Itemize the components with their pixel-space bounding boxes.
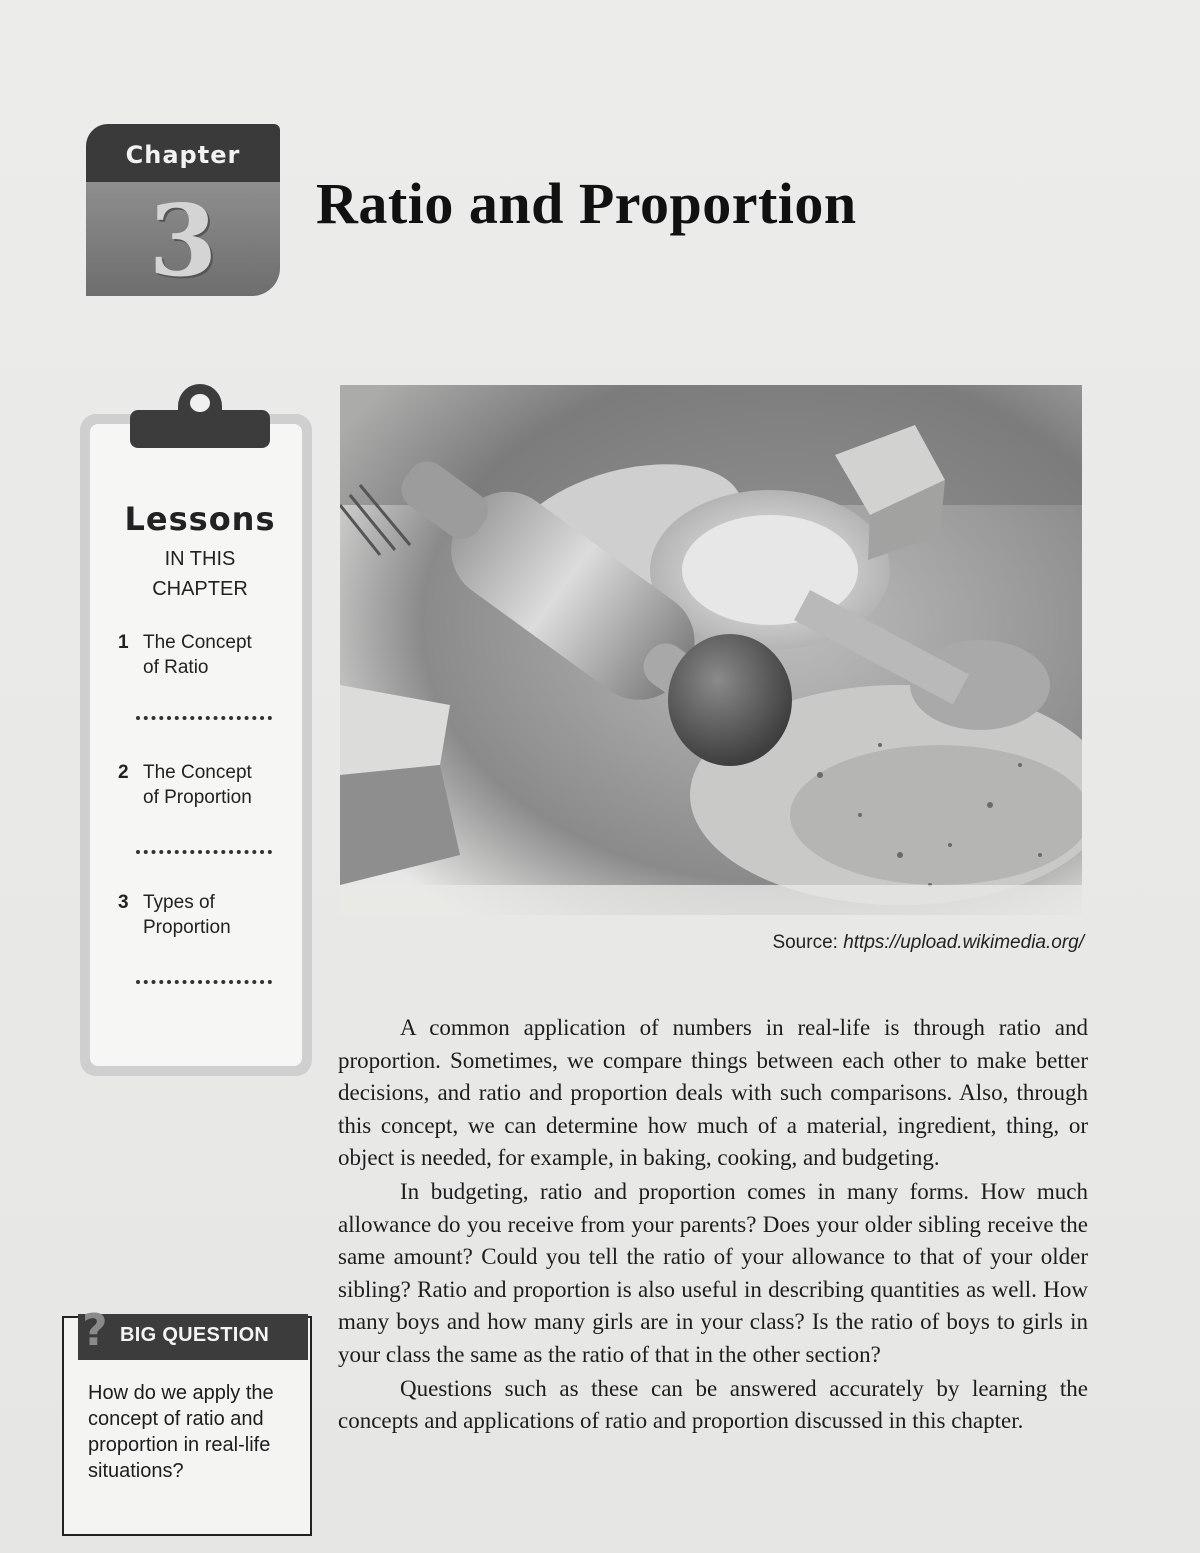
lessons-heading: Lessons bbox=[124, 500, 276, 538]
lesson-divider bbox=[136, 980, 272, 988]
chapter-number: 3 bbox=[148, 184, 218, 299]
big-question-text: How do we apply the concept of ratio and proportion in real-life situations? bbox=[88, 1382, 274, 1482]
lesson-title bbox=[143, 760, 293, 810]
chapter-title: Ratio and Proportion bbox=[316, 171, 857, 236]
lesson-title-line1: The Concept bbox=[143, 632, 252, 653]
baking-photo bbox=[340, 385, 1082, 915]
image-source-url: https://upload.wikimedia.org/ bbox=[843, 932, 1084, 953]
clipboard-clip-icon bbox=[130, 384, 270, 448]
lesson-number: 1 bbox=[118, 632, 129, 653]
question-mark-icon: ? bbox=[82, 1305, 108, 1356]
lesson-title-line1: The Concept bbox=[143, 762, 252, 783]
lesson-title-line1: Types of bbox=[143, 892, 215, 913]
lesson-number: 2 bbox=[118, 762, 129, 783]
chapter-tab bbox=[86, 124, 280, 299]
lesson-title-line2: of Proportion bbox=[143, 787, 252, 808]
lesson-number: 3 bbox=[118, 892, 129, 913]
big-question-label: BIG QUESTION bbox=[120, 1324, 270, 1346]
image-source-label: Source: bbox=[772, 932, 838, 953]
lessons-subheading bbox=[114, 544, 286, 604]
lesson-title-line2: Proportion bbox=[143, 917, 231, 938]
lessons-subheading-line1: IN THIS bbox=[164, 548, 236, 570]
lesson-divider bbox=[136, 850, 272, 858]
lesson-title-line2: of Ratio bbox=[143, 657, 209, 678]
body-paragraph: In budgeting, ratio and proportion comes in many forms. How much allowance do you receive from your parents? Does your older sibling receive the same amount? Could you tell the ratio of your allowance to that of your older sibling? Ratio and proportion is also useful in describing quantities as well. How many boys and how many girls are in your class? Is the ratio of boys to girls in your class the same as the ratio of that in the other section? bbox=[338, 1178, 1088, 1367]
lesson-title bbox=[143, 890, 293, 940]
lessons-subheading-line2: CHAPTER bbox=[152, 578, 248, 600]
chapter-label: Chapter bbox=[86, 124, 280, 182]
image-source bbox=[772, 932, 1084, 954]
chapter-introduction bbox=[338, 1012, 1088, 1439]
body-paragraph: Questions such as these can be answered accurately by learning the concepts and applications of ratio and proportion discussed in this chapter. bbox=[338, 1375, 1088, 1434]
lesson-title bbox=[143, 630, 293, 680]
lesson-divider bbox=[136, 716, 272, 724]
body-paragraph: A common application of numbers in real-life is through ratio and proportion. Sometimes, we compare things between each other to make better decisions, and ratio and proportion deals with such comparisons. Also, through this concept, we can determine how much of a material, ingredient, thing, or object is needed, for example, in baking, cooking, and budgeting. bbox=[338, 1015, 1088, 1171]
